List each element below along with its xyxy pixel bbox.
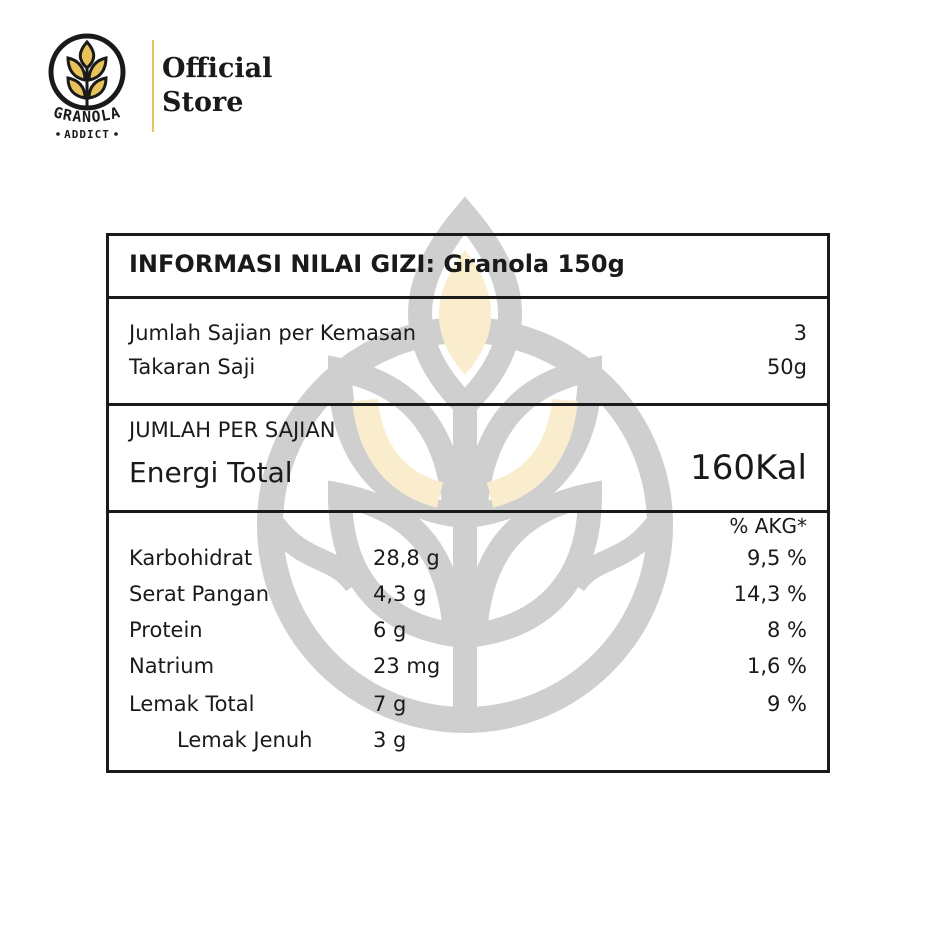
nutrient-amount: 23 mg — [373, 654, 441, 678]
nutrient-name: Lemak Jenuh — [177, 728, 313, 752]
nutrient-amount: 6 g — [373, 618, 407, 642]
nutrient-row — [129, 654, 807, 684]
nutrient-row — [129, 692, 807, 722]
nutrient-percent: 9,5 % — [746, 546, 807, 570]
nutrient-name: Karbohidrat — [129, 546, 253, 570]
store-label — [162, 52, 272, 120]
nutrient-percent: 1,6 % — [746, 654, 807, 678]
nutrient-row — [129, 546, 807, 576]
store-line-1: Official — [162, 53, 273, 84]
wheat-logo-icon — [28, 22, 146, 146]
energy-label: Energi Total — [129, 456, 293, 489]
serving-size-label: Takaran Saji — [129, 355, 256, 379]
energy-section — [109, 406, 827, 513]
energy-value: 160Kal — [690, 448, 807, 488]
brand-subname: ADDICT — [64, 128, 110, 141]
header-divider — [152, 40, 154, 132]
brand-name: GRANOLA — [51, 103, 123, 126]
nutrient-amount: 3 g — [373, 728, 407, 752]
nutrient-row — [129, 582, 807, 612]
nutrient-percent: 14,3 % — [733, 582, 807, 606]
servings-per-pack-value: 3 — [793, 321, 807, 345]
nutrient-amount: 7 g — [373, 692, 407, 716]
store-line-2: Store — [162, 87, 244, 118]
nutrient-row — [129, 728, 807, 758]
nutrient-name: Lemak Total — [129, 692, 255, 716]
panel-title: INFORMASI NILAI GIZI: Granola 150g — [129, 250, 625, 278]
akg-header: % AKG* — [729, 514, 807, 538]
nutrition-facts-panel — [106, 233, 830, 773]
servings-per-pack-label: Jumlah Sajian per Kemasan — [129, 321, 417, 345]
nutrient-row — [129, 618, 807, 648]
serving-size-value: 50g — [766, 355, 807, 379]
title-section — [109, 236, 827, 299]
nutrient-percent: 8 % — [767, 618, 807, 642]
nutrient-name: Serat Pangan — [129, 582, 270, 606]
nutrient-percent: 9 % — [767, 692, 807, 716]
nutrient-amount: 4,3 g — [373, 582, 427, 606]
brand-header — [28, 22, 318, 146]
nutrient-name: Protein — [129, 618, 203, 642]
serving-section — [109, 299, 827, 406]
nutrient-amount: 28,8 g — [373, 546, 440, 570]
nutrient-name: Natrium — [129, 654, 215, 678]
per-serving-label: JUMLAH PER SAJIAN — [129, 418, 336, 442]
